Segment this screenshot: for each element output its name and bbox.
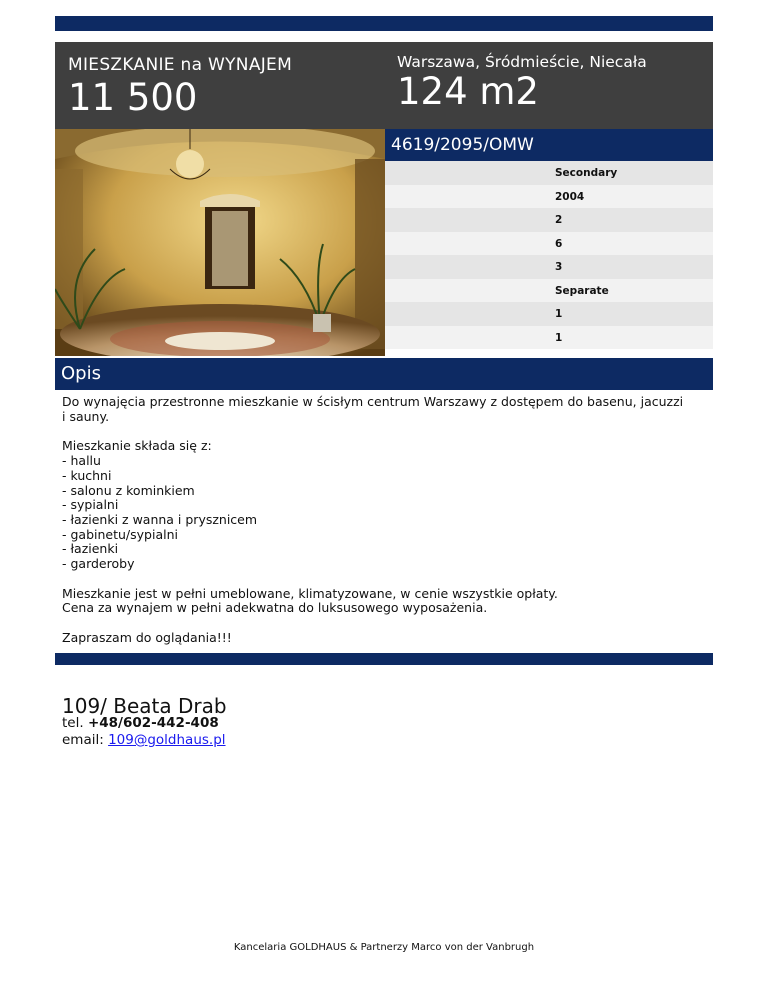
property-photo bbox=[55, 129, 385, 356]
description-invite: Zapraszam do oglądania!!! bbox=[62, 630, 232, 646]
description-text bbox=[62, 395, 712, 661]
room-item: - gabinetu/sypialni bbox=[62, 526, 178, 542]
description-line: Cena za wynajem w pełni adekwatna do luksusowego wyposażenia. bbox=[62, 600, 488, 616]
room-item: - łazienki bbox=[62, 541, 119, 557]
agent-phone bbox=[62, 715, 219, 731]
location: Warszawa, Śródmieście, Niecała bbox=[397, 53, 647, 71]
attribute-row: Separate bbox=[385, 279, 713, 303]
room-item: - łazienki z wanna i prysznicem bbox=[62, 511, 258, 527]
agent-name: 109/ Beata Drab bbox=[62, 694, 227, 718]
room-item: - garderoby bbox=[62, 556, 135, 572]
room-item: - sypialni bbox=[62, 497, 119, 513]
description-line: Mieszkanie jest w pełni umeblowane, klimatyzowane, w cenie wszystkie opłaty. bbox=[62, 585, 558, 601]
top-accent-bar bbox=[55, 16, 713, 31]
room-item: - salonu z kominkiem bbox=[62, 482, 195, 498]
email-link[interactable]: 109@goldhaus.pl bbox=[108, 732, 226, 748]
attribute-row: 6 bbox=[385, 232, 713, 256]
attribute-row: 1 bbox=[385, 302, 713, 326]
email-label: email: bbox=[62, 732, 104, 748]
rooms-intro: Mieszkanie składa się z: bbox=[62, 438, 212, 454]
description-heading: Opis bbox=[55, 358, 713, 390]
agent-email bbox=[62, 732, 226, 748]
footer-text: Kancelaria GOLDHAUS & Partnerzy Marco von der Vanbrugh bbox=[233, 942, 535, 953]
attribute-row: 3 bbox=[385, 255, 713, 279]
room-item: - kuchni bbox=[62, 467, 112, 483]
phone-label: tel. bbox=[62, 715, 84, 731]
description-line: i sauny. bbox=[62, 408, 110, 424]
attribute-row: 1 bbox=[385, 326, 713, 350]
attribute-row: Secondary bbox=[385, 161, 713, 185]
listing-header bbox=[55, 42, 713, 129]
attribute-row: 2 bbox=[385, 208, 713, 232]
area: 124 m2 bbox=[397, 70, 539, 113]
attribute-row: 2004 bbox=[385, 185, 713, 209]
phone-number: +48/602-442-408 bbox=[87, 715, 219, 731]
room-item: - hallu bbox=[62, 453, 101, 469]
bottom-accent-bar bbox=[55, 653, 713, 665]
price: 11 500 bbox=[68, 76, 198, 119]
offer-type: MIESZKANIE na WYNAJEM bbox=[68, 55, 293, 75]
description-line: Do wynajęcia przestronne mieszkanie w ścisłym centrum Warszawy z dostępem do basenu, jacuzzi bbox=[62, 394, 684, 409]
reference-number: 4619/2095/OMW bbox=[385, 129, 713, 161]
